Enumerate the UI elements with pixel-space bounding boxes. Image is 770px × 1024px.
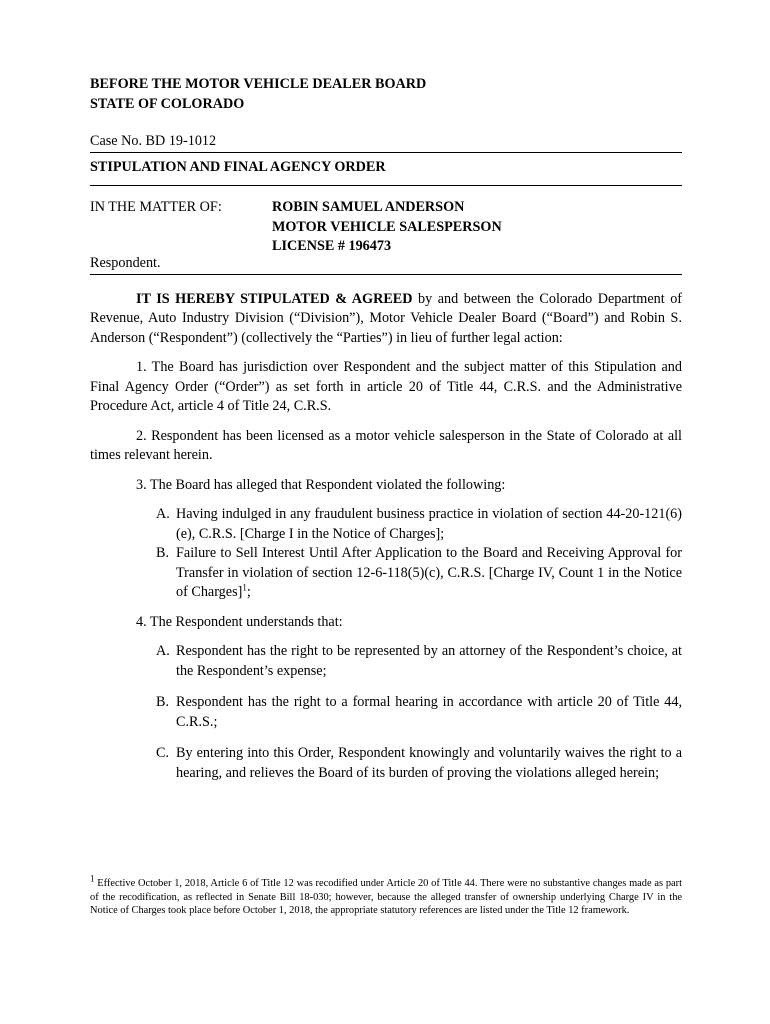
list-item [156,544,682,603]
list-text: Having indulged in any fraudulent business practice in violation of section 44-20-121(6)(e), C.R.S. [Charge I in the Notice of Charges]; [176,506,682,542]
paragraph-1: 1. The Board has jurisdiction over Respondent and the subject matter of this Stipulation and Final Agency Order (“Order”) as set forth in article 20 of Title 44, C.R.S. and the Administrative Procedure Act, article 4 of Title 24, C.R.S. [90,359,682,414]
footnote-ref[interactable]: 1 [242,582,247,593]
intro-text: by and between the Colorado Department of Revenue, Auto Industry Division (“Division”), Motor Vehicle Dealer Board (“Board”) and Robin S. Anderson (“Respondent”) (collectively the “Parties”) in lieu of further legal action: [90,290,683,346]
list-marker: A. [156,643,170,659]
list-text-body: Failure to Sell Interest Until After Application to the Board and Receiving Approval for Transfer in violation of section 12-6-118(5)(c), C.R.S. [Charge IV, Count 1 in the Notice of Charges] [176,545,682,600]
matter-label: IN THE MATTER OF: [90,199,222,215]
intro-bold: IT IS HEREBY STIPULATED & AGREED [136,290,413,307]
divider [90,152,682,153]
intro-paragraph [90,290,682,349]
list-marker: A. [156,506,170,522]
list-item [156,642,682,681]
footnote-text: Effective October 1, 2018, Article 6 of Title 12 was recodified under Article 20 of Title 44. There were no substantive changes made as part of the recodification, as reflected in Senate Bill 18-030; however, because the alleged transfer of ownership underlying Charge IV in the Notice of Charges took place before October 1, 2018, the appropriate statutory references are listed under the Title 12 framework. [90,878,682,917]
respondent-details [272,198,502,257]
understandings-list [156,642,682,783]
respondent-name: ROBIN SAMUEL ANDERSON [272,199,465,215]
list-item [156,693,682,732]
list-text: By entering into this Order, Respondent knowingly and voluntarily waives the right to a hearing, and relieves the Board of its burden of proving the violations alleged herein; [176,745,682,781]
list-marker: B. [156,545,170,561]
document-page [90,75,682,783]
footnote-marker: 1 [90,873,95,884]
paragraph-3: 3. The Board has alleged that Respondent violated the following: [136,476,506,493]
footnote [90,873,682,918]
state-heading: STATE OF COLORADO [90,95,245,112]
respondent-role: MOTOR VEHICLE SALESPERSON [272,218,502,235]
paragraph-4: 4. The Respondent understands that: [136,613,343,630]
charges-list [156,505,682,603]
list-text: Respondent has the right to a formal hearing in accordance with article 20 of Title 44, C.R.S.; [176,694,682,730]
board-heading: BEFORE THE MOTOR VEHICLE DEALER BOARD [90,76,427,92]
divider [90,185,682,186]
respondent-label: Respondent. [90,255,161,271]
list-text-tail: ; [246,584,251,600]
document-title: STIPULATION AND FINAL AGENCY ORDER [90,158,386,175]
case-number: Case No. BD 19-1012 [90,133,217,149]
list-item [156,505,682,544]
license-number: LICENSE # 196473 [272,238,392,254]
list-text [176,544,682,603]
divider [90,274,682,275]
list-item [156,744,682,783]
list-marker: C. [156,745,170,761]
list-marker: B. [156,694,170,710]
list-text: Respondent has the right to be represented by an attorney of the Respondent’s choice, at the Respondent’s expense; [176,643,682,679]
matter-block [90,198,682,254]
paragraph-2: 2. Respondent has been licensed as a motor vehicle salesperson in the State of Colorado at all times relevant herein. [90,427,682,463]
